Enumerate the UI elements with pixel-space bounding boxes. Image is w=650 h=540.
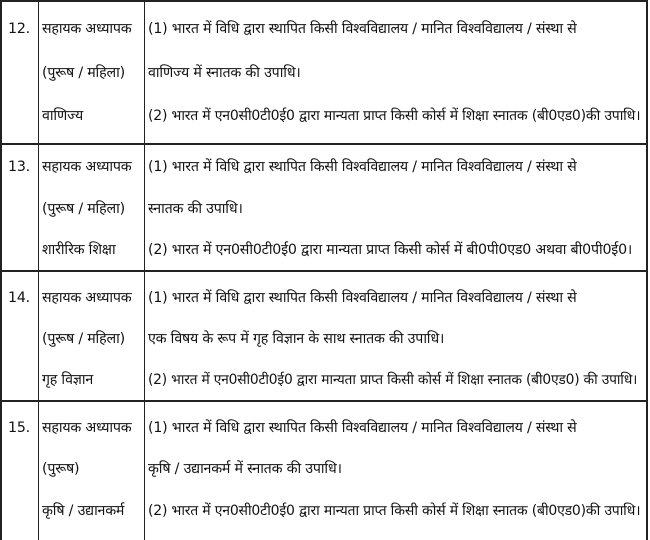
- qualification-line: (2) भारत में एन0सी0टी0ई0 द्वारा मान्यता प्राप्त किसी कोर्स में शिक्षा स्नातक (बी0एड0) की उपाधि।: [148, 372, 638, 388]
- table-row: [2, 270, 646, 402]
- post-title: सहायक अध्यापक: [42, 159, 132, 175]
- post-title: सहायक अध्यापक: [42, 290, 132, 306]
- post-title: सहायक अध्यापक: [42, 420, 132, 436]
- post-cell: [38, 2, 145, 143]
- post-gender: (पुरूष / महिला): [42, 201, 125, 217]
- qualification-cell: [144, 145, 646, 270]
- post-title: सहायक अध्यापक: [42, 21, 132, 37]
- qualification-line: (2) भारत में एन0सी0टी0ई0 द्वारा मान्यता प्राप्त किसी कोर्स में बी0पी0एड0 अथवा बी0पी0ई0।: [148, 242, 633, 258]
- serial-number: 14.: [8, 290, 30, 306]
- table-row: [2, 0, 646, 145]
- serial-number: 13.: [8, 159, 30, 175]
- post-subject: गृह विज्ञान: [42, 372, 94, 388]
- qualification-line: (2) भारत में एन0सी0टी0ई0 द्वारा मान्यता प्राप्त किसी कोर्स में शिक्षा स्नातक (बी0एड0)की उपाधि।: [148, 108, 641, 124]
- qualification-line: (2) भारत में एन0सी0टी0ई0 द्वारा मान्यता प्राप्त किसी कोर्स में शिक्षा स्नातक (बी0एड0)की उपाधि।: [148, 503, 641, 519]
- qualification-line: एक विषय के रूप में गृह विज्ञान के साथ स्नातक की उपाधि।: [148, 331, 445, 347]
- post-cell: [38, 402, 145, 540]
- qualification-line: (1) भारत में विधि द्वारा स्थापित किसी विश्वविद्यालय / मानित विश्वविद्यालय / संस्था से: [148, 159, 577, 175]
- qualification-line: स्नातक की उपाधि।: [148, 201, 243, 217]
- qualification-line: कृषि / उद्यानकर्म में स्नातक की उपाधि।: [148, 461, 342, 477]
- qualification-cell: [144, 272, 646, 400]
- table-row: [2, 143, 646, 272]
- serial-cell: [2, 145, 39, 270]
- qualification-cell: [144, 2, 646, 143]
- post-subject: शारीरिक शिक्षा: [42, 242, 116, 258]
- post-subject: वाणिज्य: [42, 108, 84, 124]
- post-subject: कृषि / उद्यानकर्म: [42, 503, 125, 519]
- post-gender: (पुरूष / महिला): [42, 331, 125, 347]
- serial-cell: [2, 272, 39, 400]
- qualification-line: वाणिज्य में स्नातक की उपाधि।: [148, 65, 301, 81]
- table-row: [2, 400, 646, 540]
- post-gender: (पुरूष / महिला): [42, 65, 125, 81]
- serial-number: 15.: [8, 420, 30, 436]
- serial-cell: [2, 2, 39, 143]
- qualification-cell: [144, 402, 646, 540]
- post-gender: (पुरूष): [42, 461, 80, 477]
- serial-number: 12.: [8, 21, 30, 37]
- post-cell: [38, 272, 145, 400]
- qualification-line: (1) भारत में विधि द्वारा स्थापित किसी विश्वविद्यालय / मानित विश्वविद्यालय / संस्था से: [148, 290, 577, 306]
- qualification-line: (1) भारत में विधि द्वारा स्थापित किसी विश्वविद्यालय / मानित विश्वविद्यालय / संस्था से: [148, 420, 577, 436]
- qualification-line: (1) भारत में विधि द्वारा स्थापित किसी विश्वविद्यालय / मानित विश्वविद्यालय / संस्था से: [148, 21, 577, 37]
- post-cell: [38, 145, 145, 270]
- serial-cell: [2, 402, 39, 540]
